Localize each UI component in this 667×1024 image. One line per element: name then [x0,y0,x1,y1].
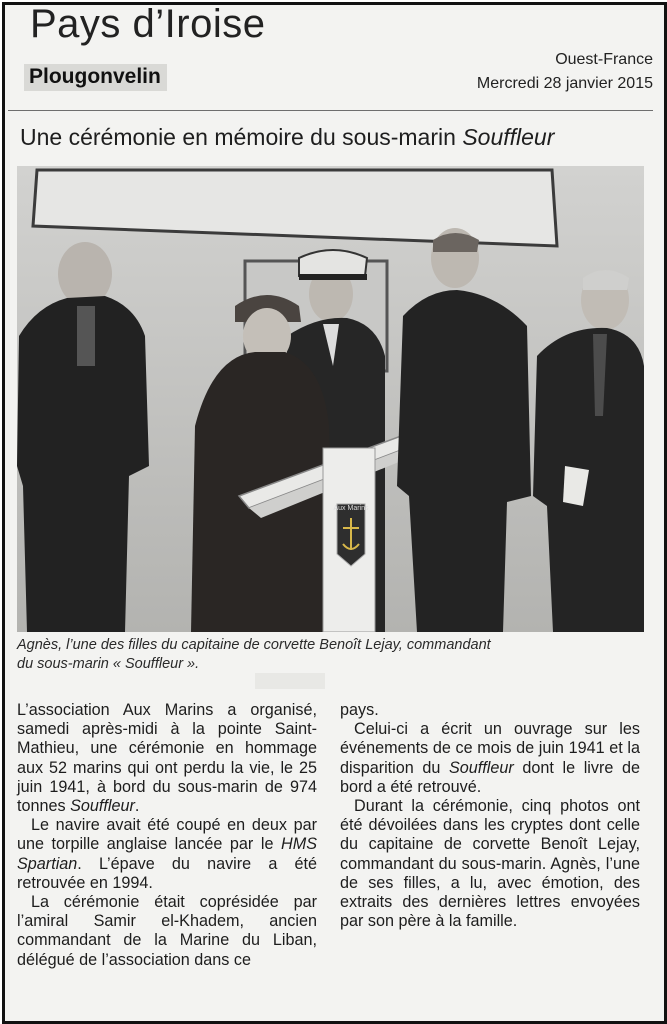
article-photo [17,166,644,632]
publication-info [477,48,653,96]
photo-caption [17,636,647,674]
paragraph: Durant la cérémonie, cinq photos ont été dévoilées dans les cryptes dont celle du capitaine de corvette Benoît Lejay, commandant du sous-marin. Agnès, l’une de ses filles, a lu, avec émotion, des extraits des dernières lettres envoyées par son père à la famille. [340,797,640,931]
podium-badge: Aux Marins [333,505,369,512]
section-tag: Plougonvelin [24,64,167,91]
page-title: Pays d’Iroise [30,2,266,46]
paragraph: pays. [340,701,379,719]
headline-text: Une cérémonie en mémoire du sous-marin [20,124,463,150]
article-column-1 [17,701,317,970]
paragraph: Le navire avait été coupé en deux par une torpille anglaise lancée par le HMS Spartian. L’épave du navire a été retrouvée en 1994. [17,816,317,892]
header-divider [8,110,653,111]
bleed-through [255,656,325,689]
paragraph: Celui-ci a écrit un ouvrage sur les événements de ce mois de juin 1941 et la disparition du Souffleur dont le livre de bord a été retrouvé. [340,720,640,796]
paragraph: La cérémonie était coprésidée par l’amiral Samir el-Khadem, ancien commandant de la Marine du Liban, délégué de l’association dans ce [17,893,317,969]
caption-line-1: Agnès, l’une des filles du capitaine de corvette Benoît Lejay, commandant [17,637,491,653]
article-column-2 [340,701,640,931]
article-headline [20,124,554,151]
publication-date: Mercredi 28 janvier 2015 [476,75,653,92]
ceremony-photo [17,166,644,632]
paragraph: L’association Aux Marins a organisé, samedi après-midi à la pointe Saint-Mathieu, une cérémonie en hommage aux 52 marins qui ont perdu la vie, le 25 juin 1941, à bord du sous-marin de 974 tonnes Souffleur. [17,701,317,816]
headline-italic: Souffleur [462,124,555,150]
caption-line-2: du sous-marin « Souffleur ». [17,656,200,672]
newspaper-name: Ouest-France [555,51,653,68]
